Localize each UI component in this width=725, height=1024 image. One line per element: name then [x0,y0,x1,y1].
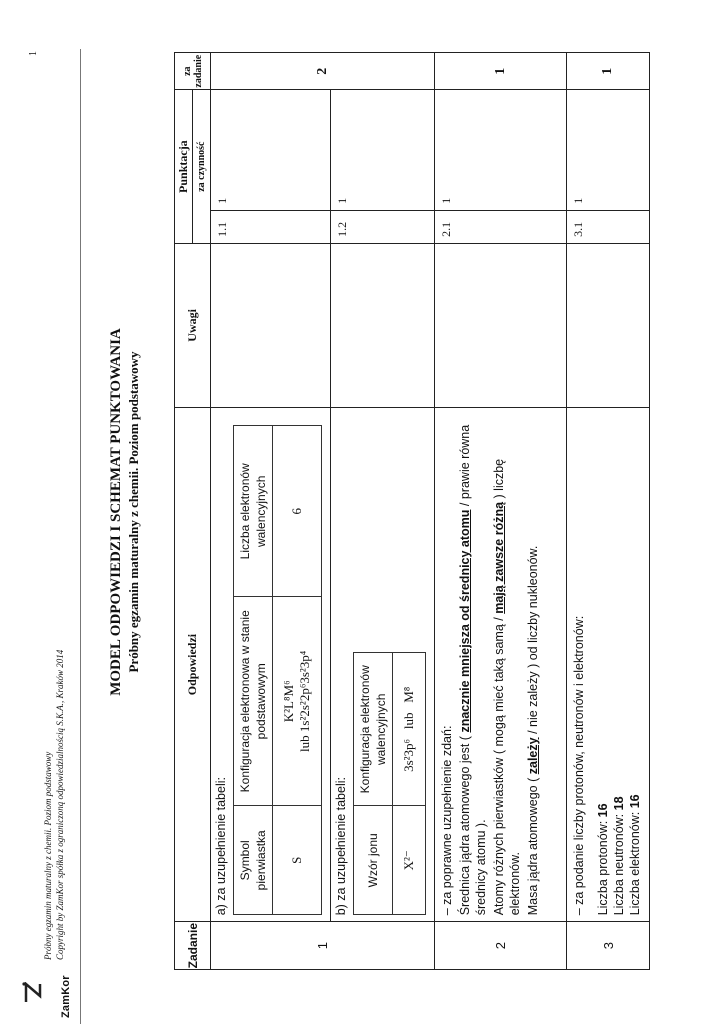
logo-mark-icon [22,982,44,1004]
header-za-czynnosc: za czynność [193,90,211,244]
subtask-number-2-1: 2.1 [435,210,567,243]
s2-correct: mają zawsze różną [492,501,506,614]
sub2-ion: X²⁻ [393,806,426,915]
sub1-header-config: Konfiguracja elektronowa w stanie podstawowym [234,597,273,806]
sub1-symbol: S [273,806,322,915]
answer-2-sentence-2 [491,414,523,916]
protons-label: Liczba protonów: [596,817,610,916]
s2-pre: Atomy różnych pierwiastków ( mogą mieć taką samą / [492,613,506,916]
answer-1a [211,407,331,922]
answer-1b-table [353,652,426,915]
header-zadanie: Zadanie [175,922,211,970]
answer-1b [331,407,435,922]
answer-3-neutrons [611,414,627,916]
header-rule [80,49,81,1024]
remarks-3 [567,243,650,407]
answer-2-intro: – za poprawne uzupełnienie zdań: [440,725,454,916]
answer-1a-table [233,425,322,915]
neutrons-label: Liczba neutronów: [612,810,626,916]
task-number-1: 1 [211,922,435,970]
answer-3 [567,407,650,922]
header-line-2: Copyright by ZamKor spółka z ograniczoną odpowiedzialnością S.K.A., Kraków 2014 [55,649,65,960]
header-odpowiedzi: Odpowiedzi [175,407,211,922]
answer-3-electrons [627,414,643,916]
sub2-config: 3s²3p⁶ lub M⁸ [393,653,426,806]
page-title: MODEL ODPOWIEDZI I SCHEMAT PUNKTOWANIA [108,328,124,696]
s1-alt: / prawie równa średnicy atomu ). [458,424,488,916]
answer-1a-intro: a) za uzupełnienie tabeli: [214,777,228,916]
task-total-3: 1 [567,53,650,90]
subtask-number-1-2: 1.2 [331,210,435,243]
protons-value: 16 [596,803,610,818]
sub1-header-symbol: Symbol pierwiastka [234,806,273,915]
sub1-config-line1: K²L⁸M⁶ [281,680,296,723]
points-2-1: 1 [435,90,567,210]
answer-2-sentence-1 [457,414,489,916]
zamkor-logo [20,960,80,1020]
sub1-header-valence: Liczba elektronów walencyjnych [234,426,273,597]
header-line-1: Próbny egzamin maturalny z chemii. Poziom podstawowy [43,751,53,960]
answer-1b-intro: b) za uzupełnienie tabeli: [334,777,348,916]
subtask-number-1-1: 1.1 [211,210,331,243]
page-subtitle: Próbny egzamin maturalny z chemii. Poziom podstawowy [126,351,141,673]
task-number-2: 2 [435,922,567,970]
remarks-1b [331,243,435,407]
subtask-number-3-1: 3.1 [567,210,650,243]
header-lines [42,650,66,960]
electrons-label: Liczba elektronów: [628,808,642,916]
points-3-1: 1 [567,90,650,210]
answer-2 [435,407,567,922]
sub2-header-ion: Wzór jonu [354,806,393,915]
s3-post: / nie zależy ) od liczby nukleonów. [526,545,540,738]
sub2-header-config: Konfiguracja elektronów walencyjnych [354,653,393,806]
page-number: 1 [28,51,39,56]
sub1-config-line2: lub 1s²2s²2p⁶3s²3p⁴ [297,650,312,752]
points-1-2: 1 [331,90,435,210]
logo-text: ZamKor [60,975,72,1018]
s1-correct: znacznie mniejsza od średnicy atomu [458,509,472,733]
s1-pre: Średnica jądra atomowego jest ( [458,736,472,916]
remarks-2 [435,243,567,407]
sub1-valence: 6 [273,426,322,597]
scoring-table [174,52,650,970]
sub1-config [273,597,322,806]
answer-3-protons [595,414,611,916]
remarks-1a [211,243,331,407]
s3-pre: Masa jądra atomowego ( [526,774,540,916]
points-1-1: 1 [211,90,331,210]
header-za-zadanie: za zadanie [175,53,211,90]
neutrons-value: 18 [612,796,626,811]
answer-3-intro: – za podanie liczby protonów, neutronów i elektronów: [572,615,586,916]
task-total-2: 1 [435,53,567,90]
header-punktacja: Punktacja [175,90,193,244]
answer-2-sentence-3 [525,414,541,916]
electrons-value: 16 [628,794,642,809]
task-total-1: 2 [211,53,435,90]
header-uwagi: Uwagi [175,243,211,407]
s2-post: ) liczbę elektronów. [492,458,522,916]
task-number-3: 3 [567,922,650,970]
s3-correct: zależy [526,737,540,775]
